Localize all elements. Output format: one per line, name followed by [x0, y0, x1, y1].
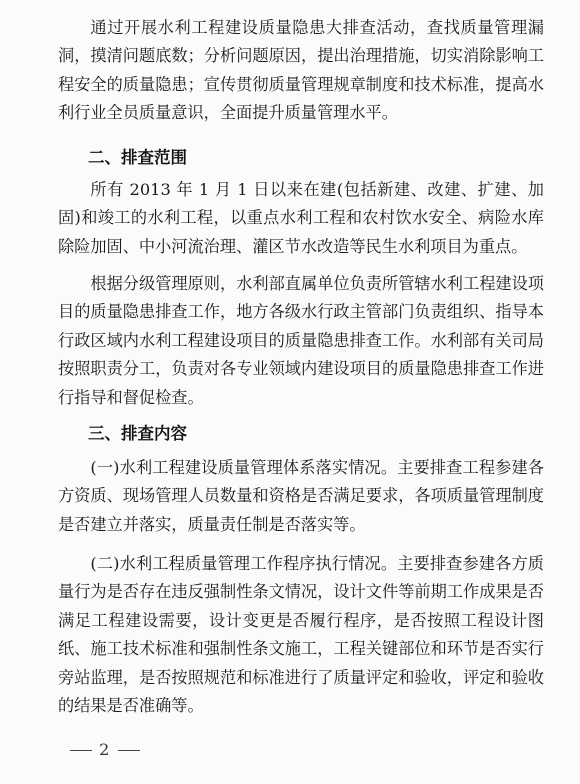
- paragraph-1: 通过开展水利工程建设质量隐患大排查活动，查找质量管理漏洞，摸清问题底数；分析问题原因，提出治理措施，切实消除影响工程安全的质量隐患；宣传贯彻质量管理规章制度和技术标准，提高水利行业全员质量意识，全面提升质量管理水平。: [58, 18, 544, 123]
- paragraph-item-1: [58, 454, 544, 539]
- page-number: 2: [99, 740, 112, 759]
- paragraph-4: (一)水利工程建设质量管理体系落实情况。主要排查工程参建各方资质、现场管理人员数量和资格是否满足要求，各项质量管理制度是否建立并落实，质量责任制是否落实等。: [58, 458, 544, 534]
- paragraph-goal: [58, 14, 544, 128]
- section-heading-scope: 二、排查范围: [88, 148, 187, 167]
- footer-dash-left: [70, 750, 92, 751]
- paragraph-scope: [58, 176, 544, 261]
- paragraph-item-2: [58, 550, 544, 720]
- page-footer: [70, 740, 140, 759]
- paragraph-5: (二)水利工程质量管理工作程序执行情况。主要排查参建各方质量行为是否存在违反强制性条文情况，设计文件等前期工作成果是否满足工程建设需要，设计变更是否履行程序，是否按照工程设计图纸、施工技术标准和强制性条文施工，工程关键部位和环节是否实行旁站监理，是否按照规范和标准进行了质量评定和验收，评定和验收的结果是否准确等。: [58, 554, 544, 716]
- footer-dash-right: [118, 750, 140, 751]
- section-heading-content: 三、排查内容: [88, 424, 187, 443]
- paragraph-2: 所有 2013 年 1 月 1 日以来在建(包括新建、改建、扩建、加固)和竣工的水利工程，以重点水利工程和农村饮水安全、病险水库除险加固、中小河流治理、灌区节水改造等民生水利项目为重点。: [58, 180, 544, 256]
- paragraph-responsibility: [58, 270, 544, 412]
- paragraph-3: 根据分级管理原则，水利部直属单位负责所管辖水利工程建设项目的质量隐患排查工作，地方各级水行政主管部门负责组织、指导本行政区域内水利工程建设项目的质量隐患排查工作。水利部有关司局按照职责分工，负责对各专业领域内建设项目的质量隐患排查工作进行指导和督促检查。: [58, 274, 544, 407]
